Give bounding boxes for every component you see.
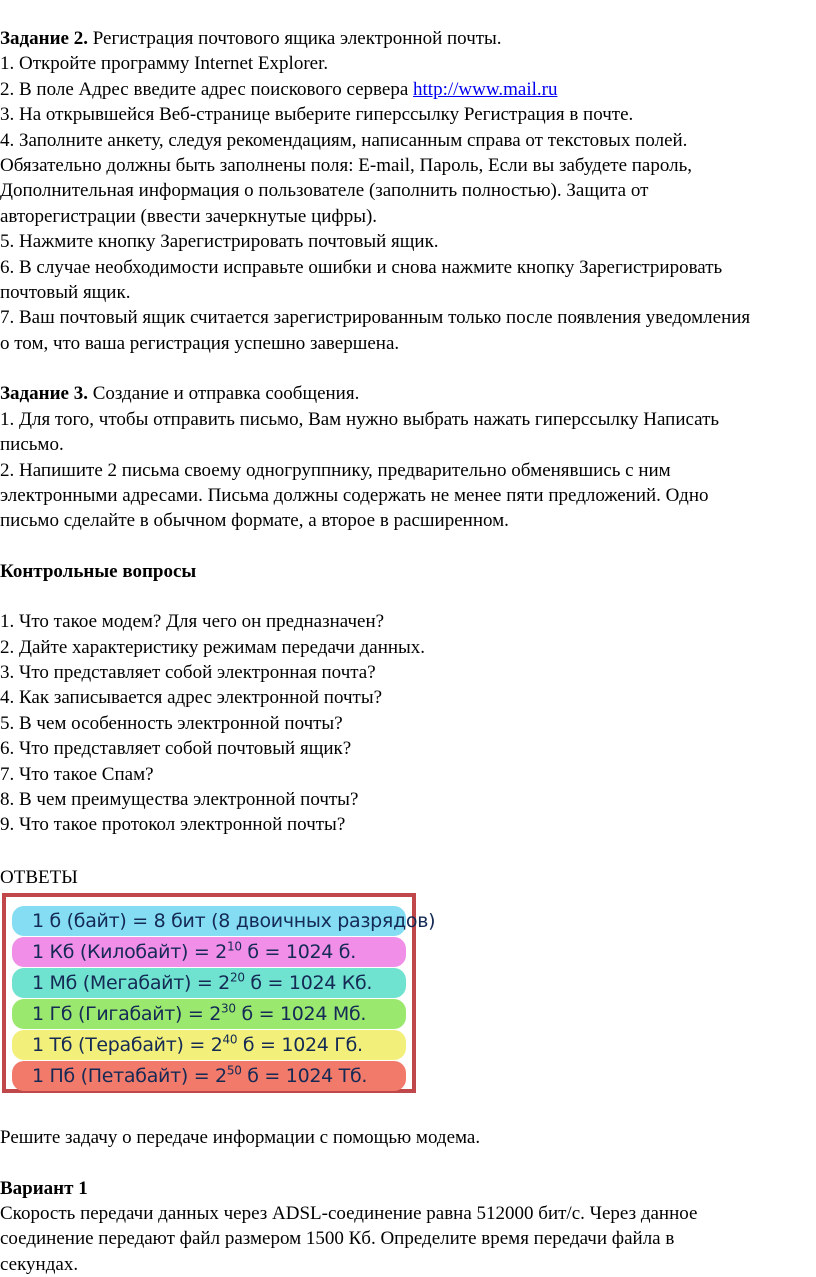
problem-intro: Решите задачу о передаче информации с помощью модема.	[0, 1127, 481, 1149]
question-item: 8. В чем преимущества электронной почты?	[0, 788, 359, 810]
task2-title-line	[0, 26, 812, 51]
task2-heading: Задание 2.	[0, 28, 88, 49]
task3-line: 1. Для того, чтобы отправить письмо, Вам нужно выбрать нажать гиперссылку Написать	[0, 408, 720, 430]
question-item: 5. В чем особенность электронной почты?	[0, 712, 343, 734]
task3-line: электронными адресами. Письма должны содержать не менее пяти предложений. Одно	[0, 484, 709, 506]
question-item: 3. Что представляет собой электронная почта?	[0, 661, 376, 683]
task3-line: 2. Напишите 2 письма своему одногруппнику, предварительно обменявшись с ним	[0, 459, 671, 481]
question-item: 7. Что такое Спам?	[0, 763, 154, 785]
task2-line: Дополнительная информация о пользователе (заполнить полностью). Защита от	[0, 180, 649, 202]
task3-title: Создание и отправка сообщения.	[87, 383, 360, 405]
task2-line: 6. В случае необходимости исправьте ошибки и снова нажмите кнопку Зарегистрировать	[0, 256, 723, 278]
question-item: 4. Как записывается адрес электронной почты?	[0, 687, 383, 709]
document-page	[0, 26, 812, 1277]
task2-line: почтовый ящик.	[0, 282, 131, 304]
task2-line: 5. Нажмите кнопку Зарегистрировать почтовый ящик.	[0, 231, 439, 253]
unit-row-byte: 1 б (байт) = 8 бит (8 двоичных разрядов)	[12, 906, 406, 936]
variant-heading: Вариант 1	[0, 1177, 88, 1199]
task2-title: Регистрация почтового ящика электронной почты.	[87, 28, 502, 49]
task2-line: 3. На открывшейся Веб-странице выберите гиперссылку Регистрация в почте.	[0, 104, 634, 126]
unit-row-petabyte: 1 Пб (Петабайт) = $2^{50}$ б = 1024 Тб.	[12, 1061, 406, 1091]
task2-line: о том, что ваша регистрация успешно завершена.	[0, 332, 400, 354]
question-item: 6. Что представляет собой почтовый ящик?	[0, 738, 352, 760]
task3-heading: Задание 3.	[0, 383, 88, 405]
question-item: 1. Что такое модем? Для чего он предназначен?	[0, 611, 385, 633]
unit-row-megabyte: 1 Мб (Мегабайт) = $2^{20}$ б = 1024 Кб.	[12, 968, 406, 998]
problem-line: Скорость передачи данных через ADSL-соединение равна 512000 бит/с. Через данное	[0, 1203, 698, 1224]
task2-line: Обязательно должны быть заполнены поля: E-mail, Пароль, Если вы забудете пароль,	[0, 155, 692, 177]
unit-row-gigabyte: 1 Гб (Гигабайт) = $2^{30}$ б = 1024 Мб.	[12, 999, 406, 1029]
task2-step-2	[0, 77, 812, 102]
task2-step-1: 1. Откройте программу Internet Explorer.	[0, 53, 329, 75]
task3-title-line	[0, 381, 812, 406]
mail-ru-link[interactable]: http://www.mail.ru	[413, 78, 558, 100]
task3-line: письмо сделайте в обычном формате, а второе в расширенном.	[0, 510, 509, 532]
task2-step-2-text: 2. В поле Адрес введите адрес поискового сервера	[0, 78, 414, 100]
task2-line: 4. Заполните анкету, следуя рекомендациям, написанным справа от текстовых полей.	[0, 129, 688, 151]
units-table-image	[2, 893, 436, 1093]
answers-heading: ОТВЕТЫ	[0, 866, 78, 888]
problem-line: соединение передают файл размером 1500 Кб. Определите время передачи файла в	[0, 1228, 675, 1250]
task3-line: письмо.	[0, 434, 64, 456]
task2-line: авторегистрации (ввести зачеркнутые цифры).	[0, 205, 378, 227]
unit-row-terabyte: 1 Тб (Терабайт) = $2^{40}$ б = 1024 Гб.	[12, 1030, 406, 1060]
questions-heading: Контрольные вопросы	[0, 560, 197, 582]
unit-row-kilobyte: 1 Кб (Килобайт) = $2^{10}$ б = 1024 б.	[12, 937, 406, 967]
task2-line: 7. Ваш почтовый ящик считается зарегистрированным только после появления уведомления	[0, 307, 751, 329]
question-item: 2. Дайте характеристику режимам передачи данных.	[0, 636, 426, 658]
question-item: 9. Что такое протокол электронной почты?	[0, 814, 346, 836]
problem-line: секундах.	[0, 1253, 79, 1275]
